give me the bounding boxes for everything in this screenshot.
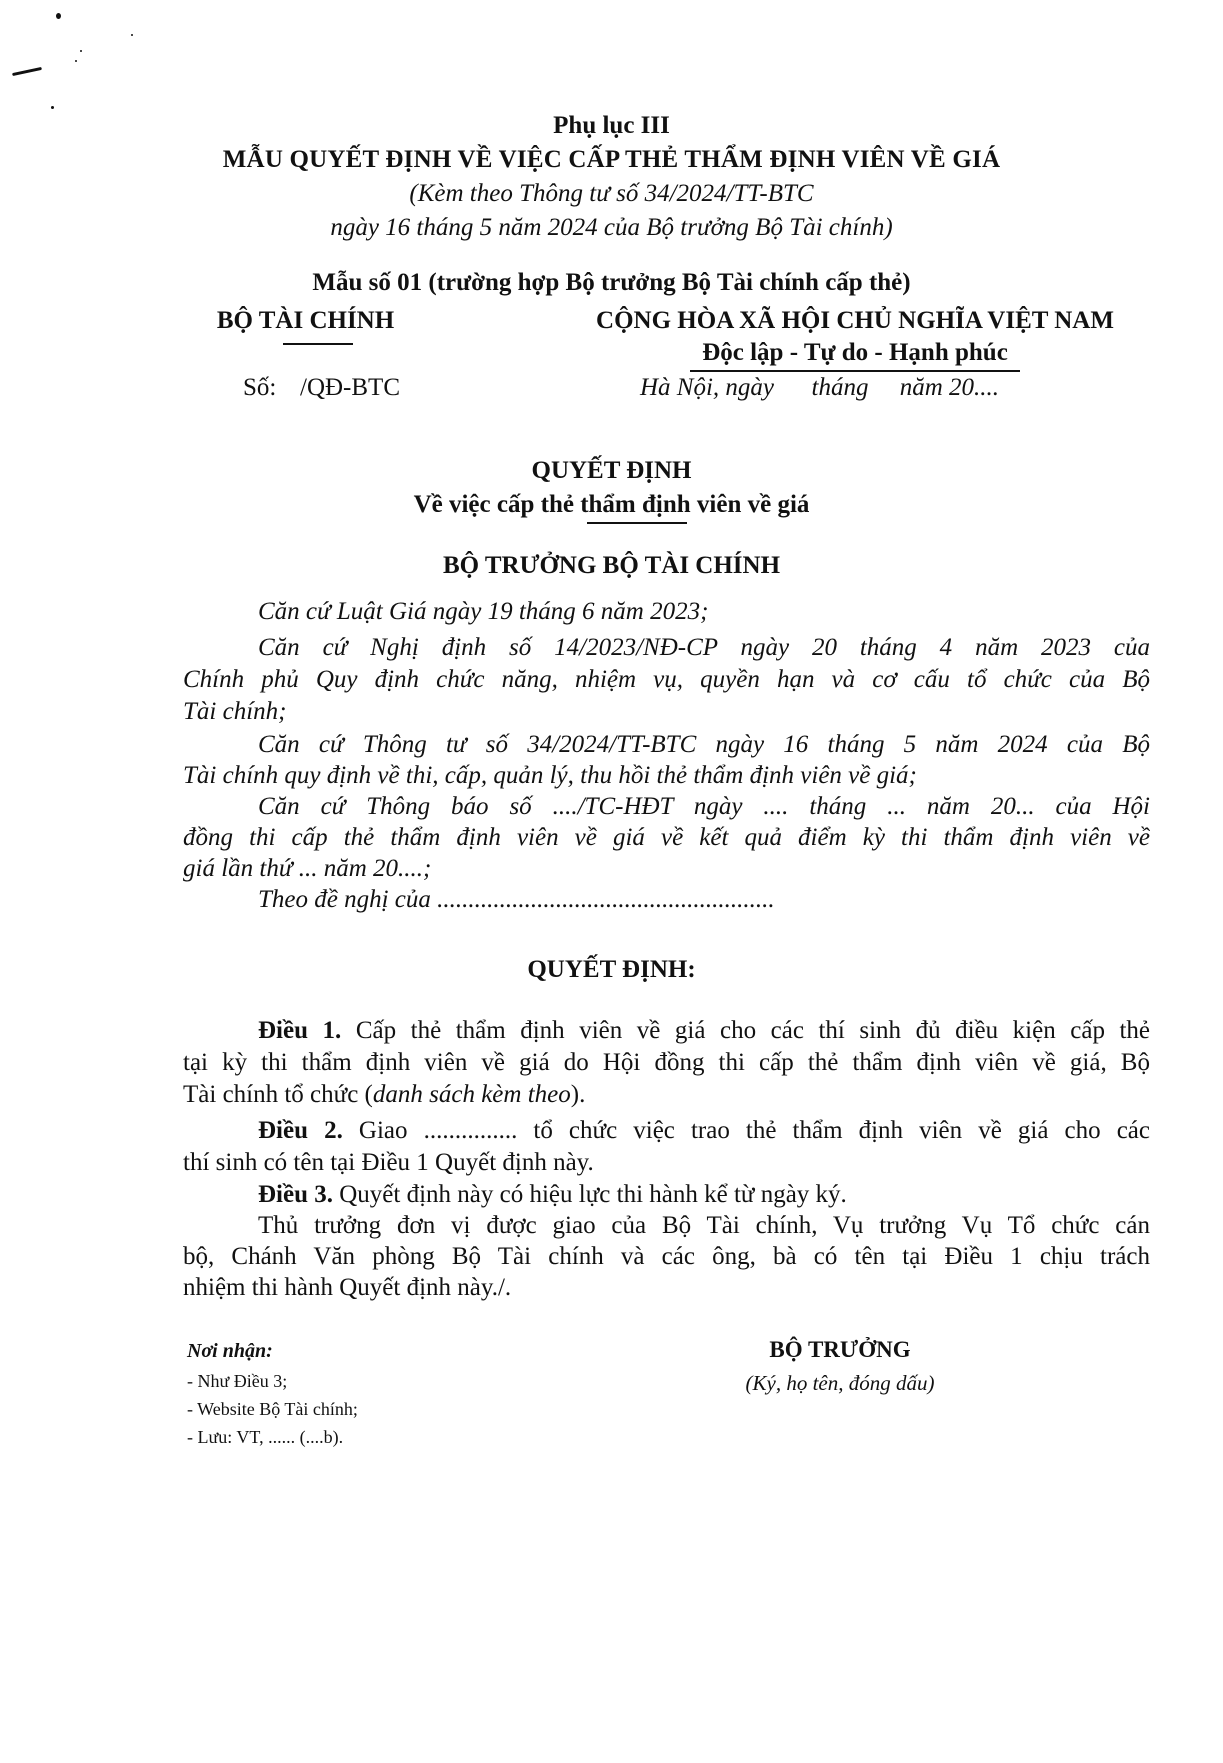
basis-line: đồng thi cấp thẻ thẩm định viên về giá về kết quả điểm kỳ thi thẩm định viên về: [183, 824, 1150, 851]
article-2-label: Điều 2.: [258, 1117, 343, 1144]
decision-heading: QUYẾT ĐỊNH: [531, 457, 692, 484]
article-3-line: [258, 1181, 1150, 1209]
basis-line: Căn cứ Nghị định số 14/2023/NĐ-CP ngày 20 tháng 4 năm 2023 của: [258, 634, 1150, 661]
scan-speck: [131, 34, 133, 36]
basis-line: Tài chính quy định về thi, cấp, quản lý, thu hồi thẻ thẩm định viên về giá;: [183, 762, 917, 789]
scan-speck: [80, 50, 82, 52]
recipients-label: Nơi nhận:: [187, 1340, 273, 1362]
appendix-label: Phụ lục III: [553, 112, 670, 139]
scan-stroke: [12, 67, 42, 76]
subject-underline: [587, 522, 687, 524]
article-1-text: ).: [570, 1081, 586, 1108]
article-2-text: Giao ............... tổ chức việc trao thẻ thẩm định viên về giá cho các: [358, 1117, 1150, 1144]
decision-subject: Về việc cấp thẻ thẩm định viên về giá: [413, 491, 810, 518]
signature-title: BỘ TRƯỞNG: [769, 1337, 911, 1362]
closing-line-1: Thủ trưởng đơn vị được giao của Bộ Tài chính, Vụ trưởng Vụ Tổ chức cán: [258, 1212, 1150, 1239]
closing-line-3: nhiệm thi hành Quyết định này./.: [183, 1274, 512, 1301]
basis-line: Căn cứ Thông báo số ..../TC-HĐT ngày .... tháng ... năm 20... của Hội: [258, 793, 1150, 820]
agency-divider: [283, 343, 353, 345]
scan-speck: [75, 60, 77, 62]
scan-speck: [56, 13, 61, 19]
article-1-line: [258, 1017, 1150, 1045]
article-3-label: Điều 3.: [258, 1181, 333, 1208]
recipient-item: - Như Điều 3;: [187, 1371, 288, 1391]
decision-number-label: Số:: [243, 374, 277, 401]
decides-heading: QUYẾT ĐỊNH:: [527, 956, 696, 983]
closing-line-2: bộ, Chánh Văn phòng Bộ Tài chính và các ông, bà có tên tại Điều 1 chịu trách: [183, 1243, 1150, 1270]
decision-number-value: /QĐ-BTC: [300, 374, 400, 401]
basis-line: Căn cứ Luật Giá ngày 19 tháng 6 năm 2023;: [258, 598, 709, 625]
place-date: Hà Nội, ngày tháng năm 20....: [640, 374, 1000, 401]
signature-note: (Ký, họ tên, đóng dấu): [745, 1371, 935, 1395]
article-1-label: Điều 1.: [258, 1017, 342, 1044]
article-1-text: Tài chính tổ chức (: [183, 1081, 373, 1108]
national-motto: Độc lập - Tự do - Hạnh phúc: [702, 339, 1008, 366]
article-3-text: Quyết định này có hiệu lực thi hành kể từ ngày ký.: [339, 1181, 847, 1208]
scan-speck: [51, 106, 54, 109]
article-1-line-3: [183, 1081, 1150, 1109]
country-name: CỘNG HÒA XÃ HỘI CHỦ NGHĨA VIỆT NAM: [596, 307, 1114, 334]
attached-list-note: danh sách kèm theo: [372, 1081, 571, 1108]
recipient-item: - Lưu: VT, ...... (....b).: [187, 1427, 344, 1447]
basis-line: Chính phủ Quy định chức năng, nhiệm vụ, quyền hạn và cơ cấu tổ chức của Bộ: [183, 666, 1150, 693]
document-title: MẪU QUYẾT ĐỊNH VỀ VIỆC CẤP THẺ THẨM ĐỊNH VIÊN VỀ GIÁ: [222, 146, 1001, 173]
motto-underline: [690, 370, 1020, 372]
subtitle-line-1: (Kèm theo Thông tư số 34/2024/TT-BTC: [409, 180, 814, 207]
agency-name: BỘ TÀI CHÍNH: [216, 307, 395, 334]
article-2-line: [258, 1117, 1150, 1145]
recipient-item: - Website Bộ Tài chính;: [187, 1399, 358, 1419]
basis-line: Theo đề nghị của ......................................................: [258, 886, 775, 913]
subtitle-line-2: ngày 16 tháng 5 năm 2024 của Bộ trưởng Bộ Tài chính): [330, 214, 893, 241]
basis-line: giá lần thứ ... năm 20....;: [183, 855, 432, 882]
basis-line: Tài chính;: [183, 698, 287, 725]
basis-line: Căn cứ Thông tư số 34/2024/TT-BTC ngày 16 tháng 5 năm 2024 của Bộ: [258, 731, 1150, 758]
form-label: Mẫu số 01 (trường hợp Bộ trưởng Bộ Tài chính cấp thẻ): [312, 269, 911, 296]
article-2-line-2: thí sinh có tên tại Điều 1 Quyết định này.: [183, 1149, 594, 1176]
article-1-line-2: tại kỳ thi thẩm định viên về giá do Hội đồng thi cấp thẻ thẩm định viên về giá, Bộ: [183, 1049, 1150, 1076]
article-1-text: Cấp thẻ thẩm định viên về giá cho các thí sinh đủ điều kiện cấp thẻ: [355, 1017, 1151, 1044]
issuing-authority: BỘ TRƯỞNG BỘ TÀI CHÍNH: [442, 552, 781, 579]
